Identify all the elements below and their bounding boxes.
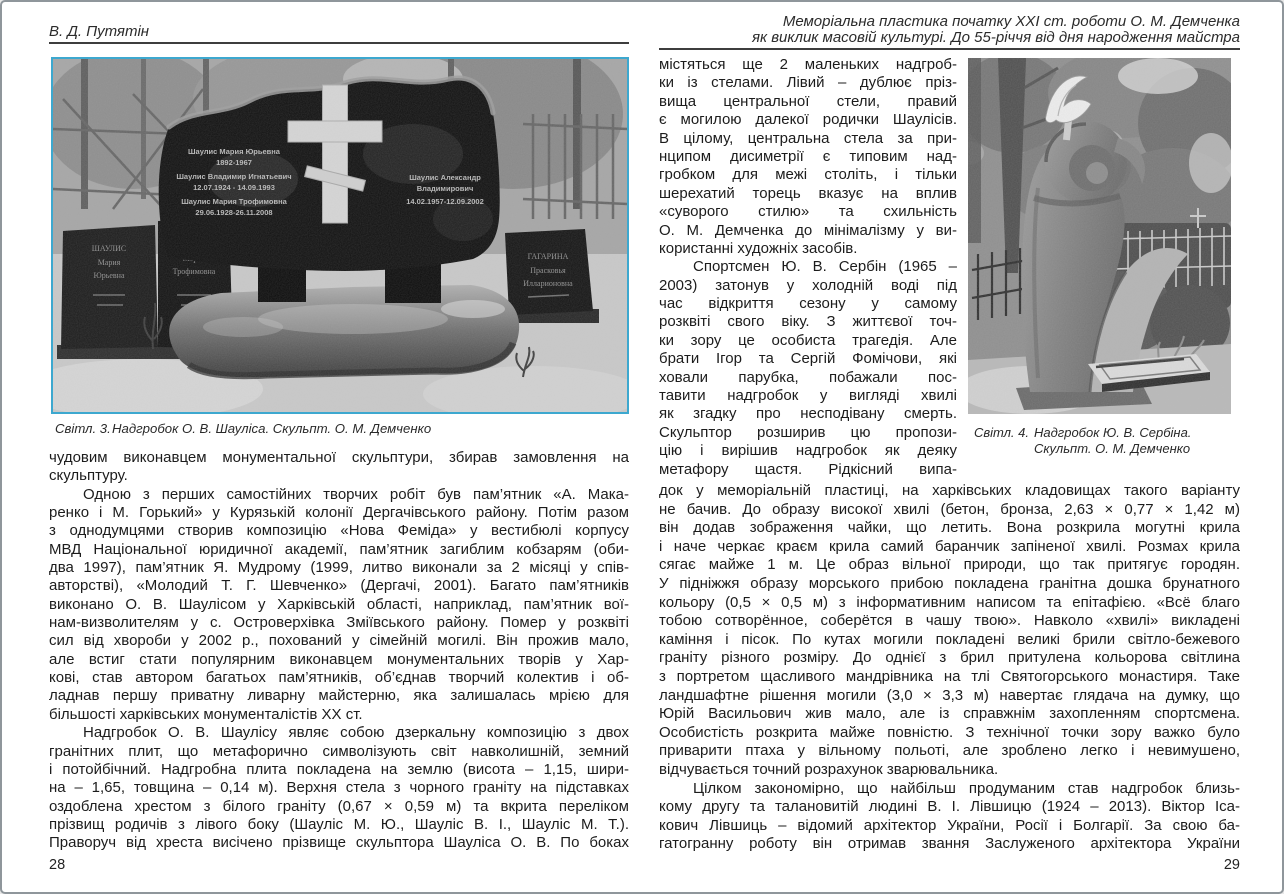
- text-line: кович Лівшиць – відомий архітектор України, Росії і Болгарії. За свою ба-: [659, 816, 1240, 834]
- paragraph: [659, 56, 957, 258]
- text-line: кому другу та талановитій людині В. І. Лівшицю (1924 – 2013). Віктор Іса-: [659, 798, 1240, 816]
- text-line: В цілому, центральна стела за при-: [659, 129, 957, 147]
- text-line: авторстві), «Молодий Т. Г. Шевченко» (Дергачі, 2001). Багато пам’ятників: [49, 577, 629, 595]
- paragraph: [49, 449, 629, 486]
- text-line: приварити птаха у вільному польоті, але зроблено легко і невимушено,: [659, 742, 1240, 760]
- engraving: Юрьевна: [93, 271, 125, 280]
- text-line: він додав зображення чайки, що летить. Вона розкрила могутні крила: [659, 519, 1240, 537]
- caption-label: Світл. 3.: [55, 421, 111, 436]
- right-page-full-text: [659, 482, 1240, 854]
- text-line: більшості харківських монументалістів XX ст.: [49, 705, 363, 723]
- engraving: Прасковья: [530, 266, 566, 275]
- engraving: ГАГАРИНА: [527, 252, 569, 261]
- text-line: ховали парубка, побажали пос-: [659, 368, 957, 386]
- text-line: і наче черкає краєм крила самий баранчик запіненої хвилі. Розмах крила: [659, 537, 1240, 555]
- text-line: Юрій Васильович жив мало, але із справжнім захопленням спортсмена.: [659, 705, 1240, 723]
- text-line: ладнав першу приватну ливарну майстерню, яка залишалась мрією для: [49, 687, 629, 705]
- text-line: оздоблена хрестом з білого граніту (0,67 × 0,59 м) та вкрита переліком: [49, 797, 629, 815]
- engraving: Трофимовна: [172, 267, 216, 276]
- paragraph: [659, 780, 1240, 854]
- text-line: з портретом щасливого мандрівника на тлі Святогорського монастиря. Таке: [659, 667, 1240, 685]
- gravestone-photo-illustration: [53, 59, 627, 412]
- text-line: прізвищ родичів з лівого боку (Шауліс М. Ю., Шауліс В. І., Шауліс М. Т.).: [49, 815, 629, 833]
- page-number-right: 29: [1223, 857, 1240, 873]
- paragraph: [49, 486, 629, 724]
- svg-text:Шаулис Мария Юрьевна: Шаулис Мария Юрьевна: [188, 147, 280, 156]
- text-line: на – 1,65, товщина – 0,14 м). Верхня стела з чорного граніту на підставках: [49, 779, 629, 797]
- text-line: чудовим виконавцем монументальної скульптури, збирав замовлення на: [49, 449, 629, 466]
- right-page-column-text: [659, 56, 957, 479]
- photo-caption-3: [55, 421, 629, 436]
- photo-serbin-gravestone: [968, 58, 1231, 414]
- text-line: час відкриття сезону у самому: [659, 295, 957, 313]
- text-line: сил від хвороби у 2002 р., похований у сімейній могилі. Він прожив мало,: [49, 632, 629, 650]
- text-line: кові, став автором багатьох пам’ятників, об’єднав творчий колектив і об-: [49, 669, 629, 687]
- caption-line2: Скульпт. О. М. Демченко: [1034, 441, 1191, 456]
- text-line: ки із стелами. Лівий – дублює пріз-: [659, 74, 957, 92]
- text-line: Надгробок О. В. Шаулісу являє собою дзеркальну композицію з двох: [83, 724, 629, 742]
- text-line: МВД Національної юридичної академії, пам’ятник загиблим кобзарям (оби-: [49, 540, 629, 558]
- text-line: але встиг стати популярним виконавцем монументальних творів у Хар-: [49, 650, 629, 668]
- text-line: шерехатий торець вказує на вплив: [659, 184, 957, 202]
- left-running-header: В. Д. Путятін: [49, 23, 150, 40]
- text-line: цію і вирішив надгробок як деяку: [659, 442, 957, 460]
- text-line: виконано О. В. Шаулісом у Харківській області, наприклад, пам’ятник вої-: [49, 595, 629, 613]
- photo-grain: [53, 59, 627, 412]
- text-line: Скульптор розширив цю пропози-: [659, 423, 957, 441]
- text-line: вища центральної стели, правий: [659, 92, 957, 110]
- svg-text:Шаулис Владимир Игнатьевич: Шаулис Владимир Игнатьевич: [176, 172, 292, 181]
- text-line: гранітних плит, що метафорично символізують світ навколишній, земний: [49, 742, 629, 760]
- text-line: користанні художніх засобів.: [659, 239, 858, 257]
- caption-text: Надгробок О. В. Шауліса. Скульпт. О. М. Демченко: [112, 421, 432, 436]
- text-line: 2003) затонув у холодній воді під: [659, 276, 957, 294]
- text-line: Спортсмен Ю. В. Сербін (1965 –: [693, 258, 957, 276]
- svg-text:Шаулис Александр: Шаулис Александр: [409, 173, 481, 182]
- text-line: гатогранну роботу він отримав звання Заслуженого архітектора України: [659, 835, 1240, 853]
- photo-grain: [968, 58, 1231, 414]
- text-line: як згадку про несподівану смерть.: [659, 405, 957, 423]
- text-line: У підніжжя образу морського прибою покладена гранітна дошка брунатного: [659, 574, 1240, 592]
- engraving: ШАУЛИС: [91, 244, 127, 253]
- text-line: ки зору це особиста трагедія. Але: [659, 331, 957, 349]
- right-header-line1: Меморіальна пластика початку XXI ст. роботи О. М. Демченка: [782, 13, 1240, 30]
- text-line: док у меморіальній пластиці, на харківських кладовищах такого варіанту: [659, 482, 1240, 499]
- photo-shaulis-gravestone: [51, 57, 629, 414]
- engraving: Илларионовна: [523, 279, 573, 288]
- text-line: кольору (0,5 × 0,5 м) з інформативним написом та епітафією. «Всё благо: [659, 593, 1240, 611]
- text-line: ландшафтне рішення могили (3,0 × 3,3 м) навертає глядача на думку, що: [659, 686, 1240, 704]
- text-line: каміння і пісок. По кутах могили покладені великі брили світло-бежевого: [659, 630, 1240, 648]
- text-line: ренко і М. Горький» у Курязькій колонії Дергачівського району. Потім разом: [49, 504, 629, 522]
- left-page-text: [49, 449, 629, 853]
- right-header-rule: [659, 48, 1240, 50]
- right-header-line2: як виклик масовій культурі. До 55-річчя від дня народження майстра: [751, 29, 1240, 46]
- right-running-header: [659, 14, 1240, 46]
- text-line: тобою сотворённое, соберётся в чашу твою». Навколо «хвилі» викладені: [659, 612, 1240, 630]
- text-line: з однодумцями створив композицію «Нова Феміда» у вестибюлі корпусу: [49, 522, 629, 540]
- text-line: брати Ігор та Сергій Фомічови, які: [659, 350, 957, 368]
- text-line: Одною з перших самостійних творчих робіт був пам’ятник «А. Мака-: [83, 485, 629, 503]
- left-header-rule: [49, 42, 629, 44]
- text-line: нципом дисиметрії є типовим над-: [659, 147, 957, 165]
- text-line: відчувається точний розрахунок зварювальника.: [659, 760, 999, 778]
- text-line: О. М. Демченка до мінімалізму у ви-: [659, 221, 957, 239]
- svg-text:Шаулис Мария Трофимовна: Шаулис Мария Трофимовна: [181, 197, 287, 206]
- svg-text:14.02.1957-12.09.2002: 14.02.1957-12.09.2002: [406, 197, 484, 206]
- text-line: є могилою далекої родички Шаулісів.: [659, 111, 957, 129]
- caption-line1: Надгробок Ю. В. Сербіна.: [1034, 425, 1192, 440]
- text-line: Особистість розкрита майже повністю. З технічної точки зору важко було: [659, 723, 1240, 741]
- text-line: тавити надгробок у вигляді хвилі: [659, 387, 957, 405]
- text-line: «суворого стилю» та схильність: [659, 203, 957, 221]
- svg-text:29.06.1928-26.11.2008: 29.06.1928-26.11.2008: [195, 208, 273, 217]
- text-line: два 1997), пам’ятник Я. Мудрому (1999, литво виконали за 2 місяці у спів-: [49, 559, 629, 577]
- page-number-left: 28: [49, 857, 66, 873]
- wave-monument-photo-illustration: [968, 58, 1231, 414]
- paragraph: [659, 482, 1240, 780]
- svg-text:1892-1967: 1892-1967: [216, 158, 252, 167]
- caption-label: Світл. 4.: [974, 425, 1030, 440]
- text-line: Цілком закономірно, що найбільш продуманим став надгробок близь-: [693, 779, 1240, 797]
- text-line: гробком для межі століть, і тільки: [659, 166, 957, 184]
- svg-text:12.07.1924 - 14.09.1993: 12.07.1924 - 14.09.1993: [193, 183, 275, 192]
- text-line: граніту різного розміру. До однієї з брил притулена кольорова світлина: [659, 649, 1240, 667]
- text-line: і потойбічний. Надгробна плита покладена на землю (висота – 1,15, шири-: [49, 760, 629, 778]
- paragraph: [659, 258, 957, 479]
- svg-text:Владимирович: Владимирович: [416, 184, 474, 193]
- text-line: скульптуру.: [49, 467, 128, 485]
- paragraph: [49, 724, 629, 852]
- text-line: метафору щастя. Рідкісний випа-: [659, 460, 957, 478]
- text-line: Праворуч від хреста висічено прізвище скульптора Шауліса О. В. По боках: [49, 834, 629, 852]
- text-line: містяться ще 2 маленьких надгроб-: [659, 56, 957, 73]
- engraving: Мария: [97, 258, 121, 267]
- text-line: нам-визволителям у с. Островерхівка Зміївського району. Помер у розквіті: [49, 614, 629, 632]
- text-line: розквіті свого віку. З життєвої точ-: [659, 313, 957, 331]
- text-line: сягає майже 1 м. Це образ вільної природи, що так притягує городян.: [659, 556, 1240, 574]
- text-line: не бачив. До образу високої хвилі (бетон, бронза, 2,63 × 0,77 × 1,42 м): [659, 500, 1240, 518]
- photo-caption-4: [974, 425, 1236, 457]
